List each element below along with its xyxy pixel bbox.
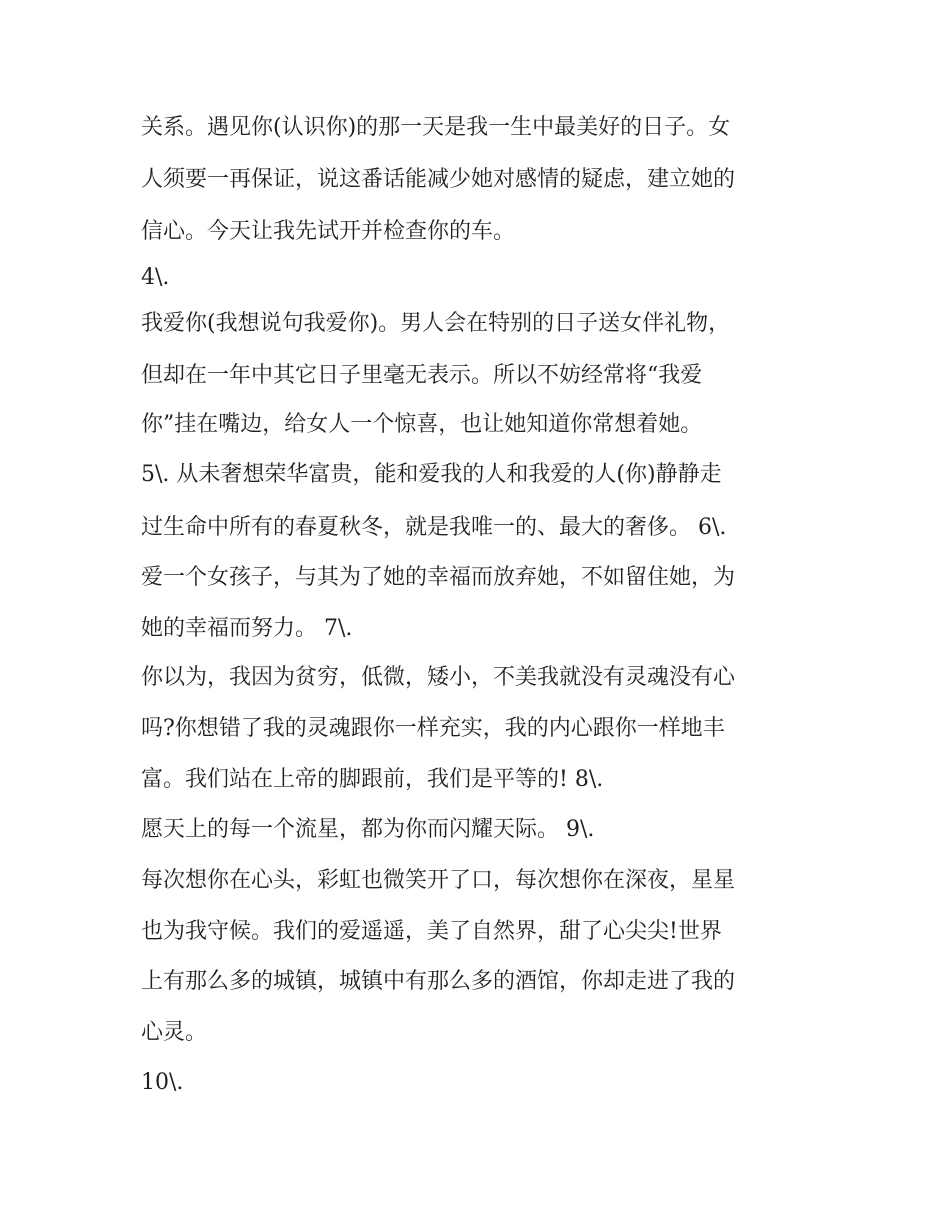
text-line: 上有那么多的城镇，城镇中有那么多的酒馆，你却走进了我的: [141, 969, 736, 994]
text-line: 5\. 从未奢想荣华富贵，能和爱我的人和我爱的人(你)静静走: [141, 462, 722, 487]
text-line: 你”挂在嘴边，给女人一个惊喜，也让她知道你常想着她。: [141, 412, 703, 437]
text-line: 吗?你想错了我的灵魂跟你一样充实，我的内心跟你一样地丰: [141, 716, 725, 741]
text-line: 但却在一年中其它日子里毫无表示。所以不妨经常将“我爱: [141, 363, 703, 388]
text-line: 你以为，我因为贫穷，低微，矮小，不美我就没有灵魂没有心: [141, 665, 736, 690]
text-line: 人须要一再保证，说这番话能减少她对感情的疑虑，建立她的: [141, 167, 736, 192]
text-line: 心灵。: [141, 1020, 208, 1045]
text-line: 4\.: [141, 265, 170, 290]
text-line: 我爱你(我想说句我爱你)。男人会在特别的日子送女伴礼物，: [141, 311, 731, 336]
text-line: 10\.: [141, 1070, 184, 1095]
text-line: 富。我们站在上帝的脚跟前，我们是平等的! 8\.: [141, 767, 604, 792]
text-line: 过生命中所有的春夏秋冬，就是我唯一的、最大的奢侈。 6\.: [141, 515, 727, 540]
text-line: 爱一个女孩子，与其为了她的幸福而放弃她，不如留住她，为: [141, 565, 736, 590]
text-line: 每次想你在心头，彩虹也微笑开了口，每次想你在深夜，星星: [141, 868, 736, 893]
text-line: 愿天上的每一个流星，都为你而闪耀天际。 9\.: [141, 817, 595, 842]
text-line: 她的幸福而努力。 7\.: [141, 616, 353, 641]
text-line: 信心。今天让我先试开并检查你的车。: [141, 219, 516, 244]
text-line: 也为我守候。我们的爱遥遥，美了自然界，甜了心尖尖!世界: [141, 919, 722, 944]
text-line: 关系。遇见你(认识你)的那一天是我一生中最美好的日子。女: [141, 115, 731, 140]
